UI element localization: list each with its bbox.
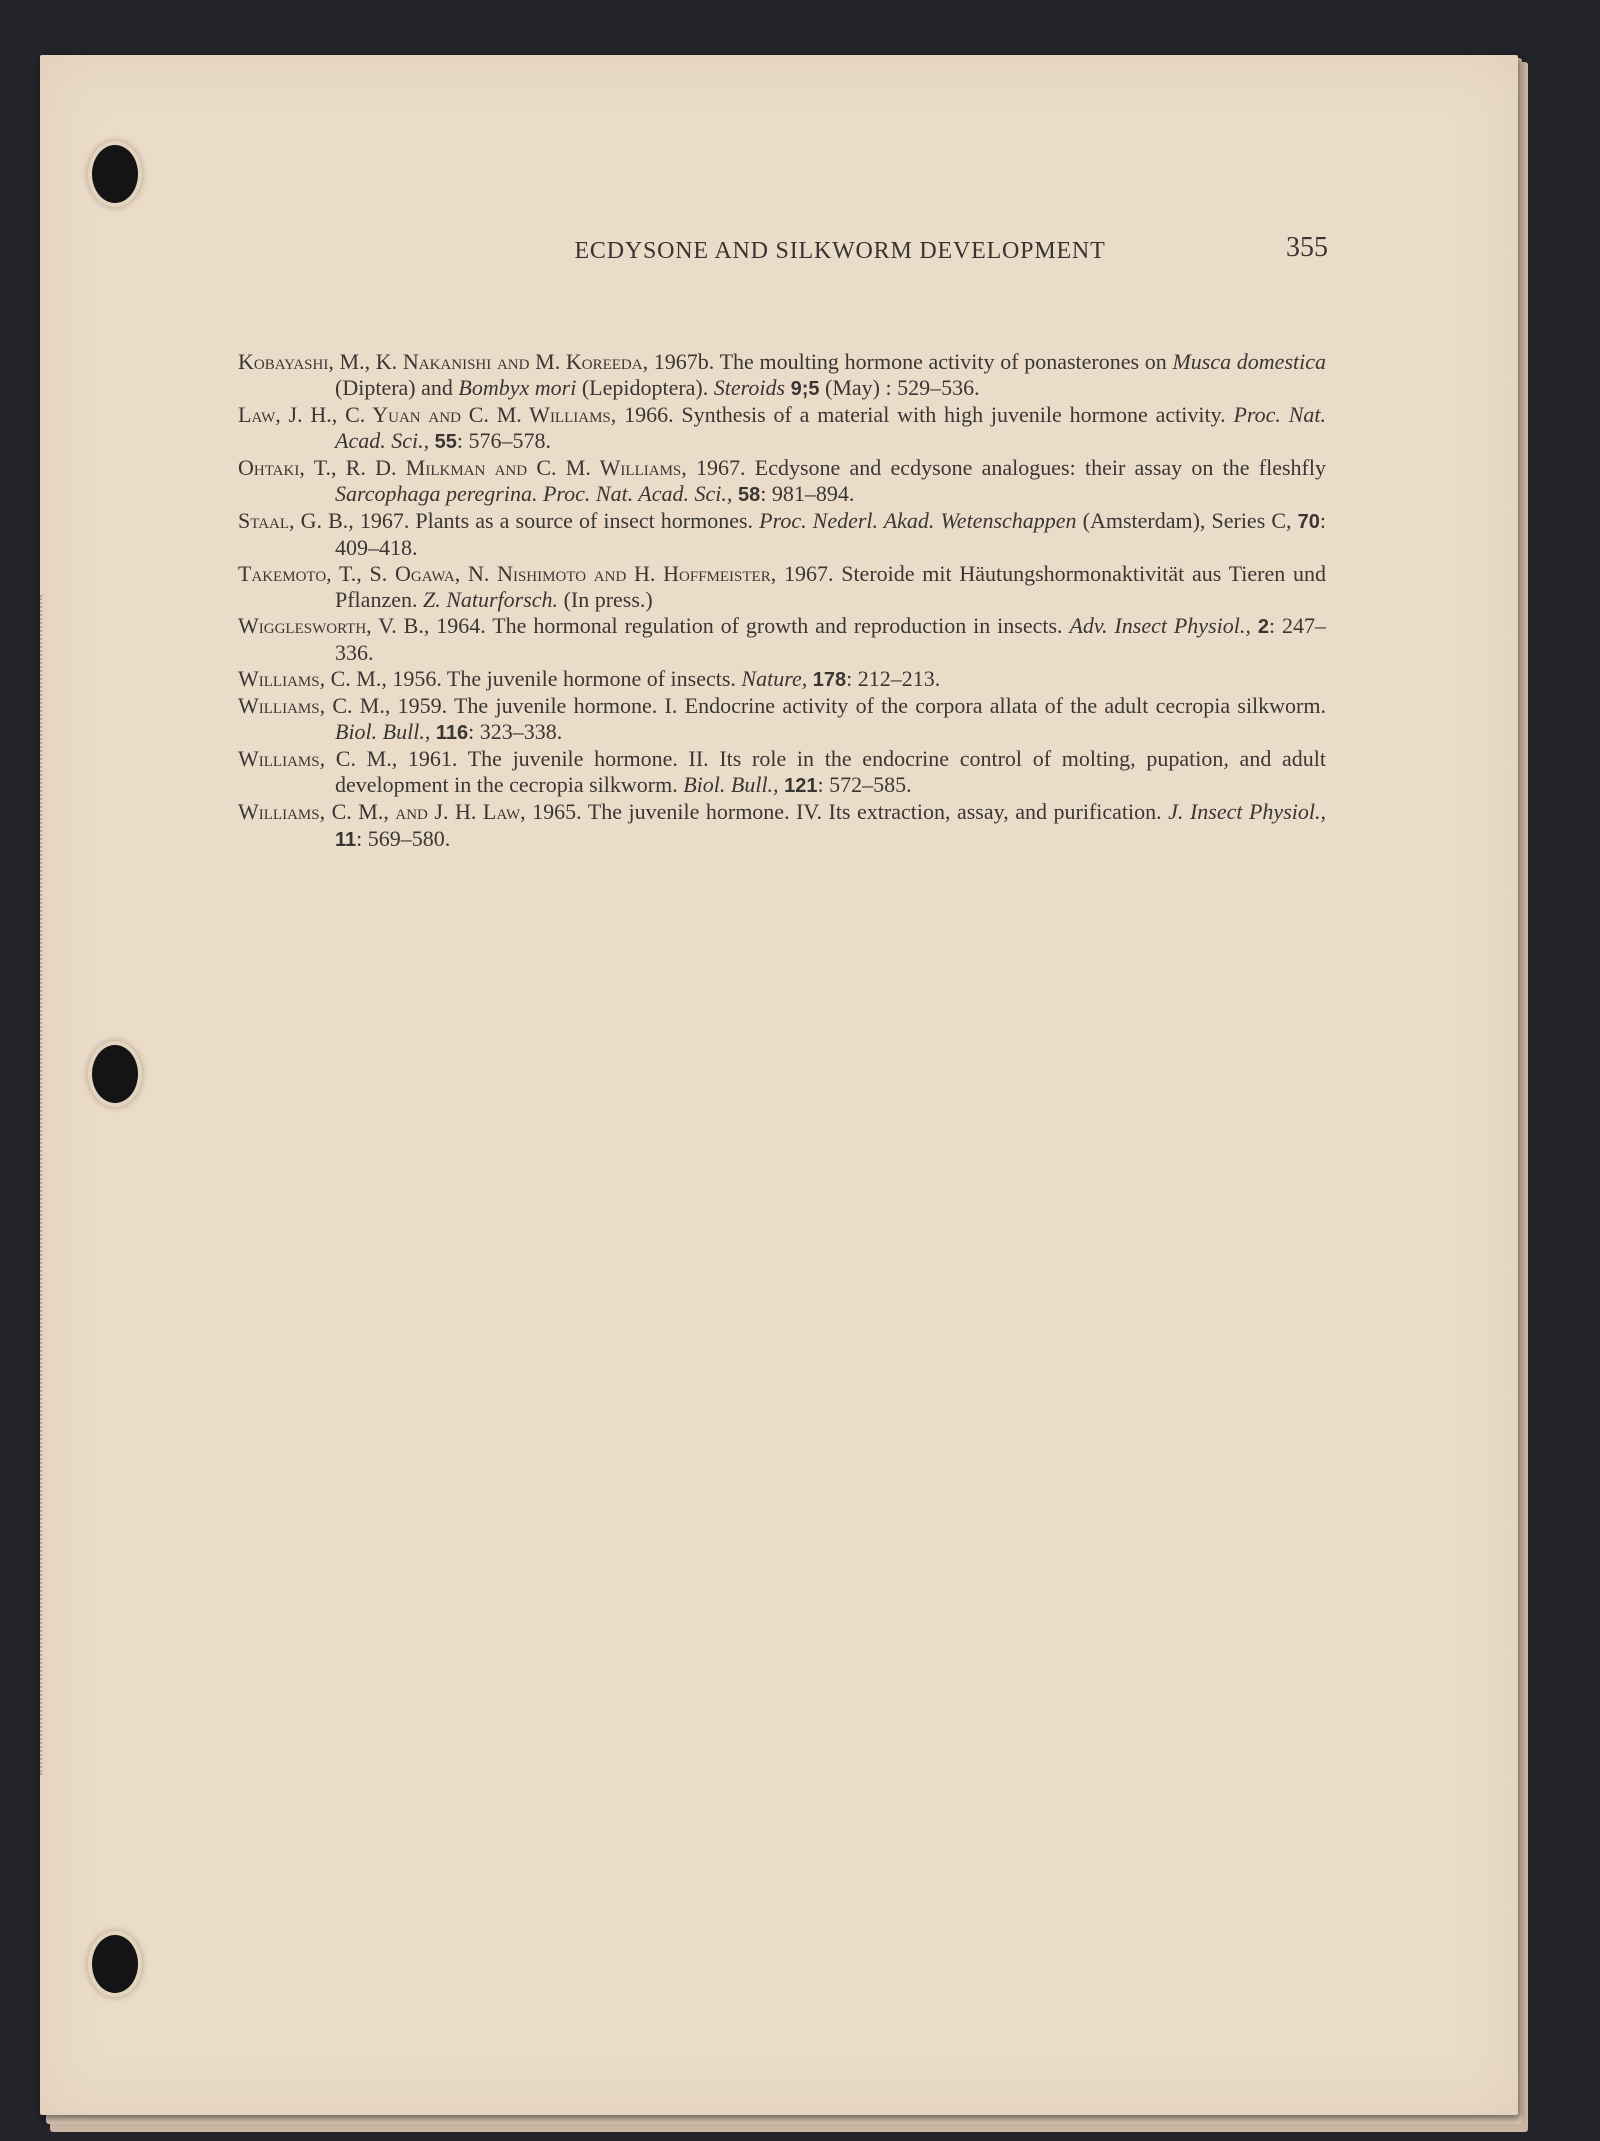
reference-entry: Ohtaki, T., R. D. Milkman and C. M. Williams, 1967. Ecdysone and ecdysone analogues: their assay on the fleshfly Sarcophaga peregrina. Proc. Nat. Acad. Sci., 58: 981–894. [238, 455, 1326, 506]
page-header [40, 232, 1518, 278]
running-title: ECDYSONE AND SILKWORM DEVELOPMENT [574, 238, 1106, 264]
reference-entry: Williams, C. M., 1959. The juvenile hormone. I. Endocrine activity of the corpora allata of the adult cecropia silkworm. Biol. Bull., 116: 323–338. [238, 693, 1326, 744]
reference-entry: Williams, C. M., and J. H. Law, 1965. The juvenile hormone. IV. Its extraction, assay, and purification. J. Insect Physiol., 11: 569–580. [238, 799, 1326, 851]
reference-entry: Takemoto, T., S. Ogawa, N. Nishimoto and H. Hoffmeister, 1967. Steroide mit Häutungshormonaktivität aus Tieren und Pflanzen. Z. Naturforsch. (In press.) [238, 561, 1326, 612]
reference-authors: Williams, C. M., [238, 666, 387, 691]
page-number: 355 [1286, 232, 1328, 263]
reference-entry: Williams, C. M., 1956. The juvenile hormone of insects. Nature, 178: 212–213. [238, 666, 941, 691]
reference-authors: Williams, C. M., [238, 746, 398, 771]
punch-hole-top [92, 145, 138, 203]
reference-entry: Staal, G. B., 1967. Plants as a source of insect hormones. Proc. Nederl. Akad. Wetenschappen (Amsterdam), Series C, 70: 409–418. [238, 508, 1327, 560]
reference-authors: Kobayashi, M., K. Nakanishi and M. Koreeda, [238, 349, 649, 374]
binding-edge [40, 595, 48, 1775]
reference-authors: Staal, G. B., [238, 508, 354, 533]
punch-hole-middle [92, 1045, 138, 1103]
reference-entry: Williams, C. M., 1961. The juvenile hormone. II. Its role in the endocrine control of molting, pupation, and adult development in the cecropia silkworm. Biol. Bull., 121: 572–585. [238, 746, 1326, 797]
document-page [40, 55, 1518, 2115]
punch-hole-bottom [92, 1935, 138, 1993]
reference-entry: Law, J. H., C. Yuan and C. M. Williams, 1966. Synthesis of a material with high juvenile hormone activity. Proc. Nat. Acad. Sci., 55: 576–578. [238, 402, 1327, 453]
reference-authors: Law, J. H., C. Yuan and C. M. Williams, [238, 402, 617, 427]
reference-authors: Wigglesworth, V. B., [238, 613, 430, 638]
reference-list [238, 349, 1326, 853]
reference-entry: Kobayashi, M., K. Nakanishi and M. Koreeda, 1967b. The moulting hormone activity of ponasterones on Musca domestica (Diptera) and Bombyx mori (Lepidoptera). Steroids 9;5 (May) : 529–536. [238, 349, 1326, 400]
reference-authors: Williams, C. M., and J. H. Law, [238, 799, 526, 824]
reference-authors: Takemoto, T., S. Ogawa, N. Nishimoto and H. Hoffmeister, [238, 561, 777, 586]
reference-authors: Ohtaki, T., R. D. Milkman and C. M. Williams, [238, 455, 687, 480]
reference-entry: Wigglesworth, V. B., 1964. The hormonal regulation of growth and reproduction in insects. Adv. Insect Physiol., 2: 247–336. [238, 613, 1326, 665]
reference-authors: Williams, C. M., [238, 693, 391, 718]
